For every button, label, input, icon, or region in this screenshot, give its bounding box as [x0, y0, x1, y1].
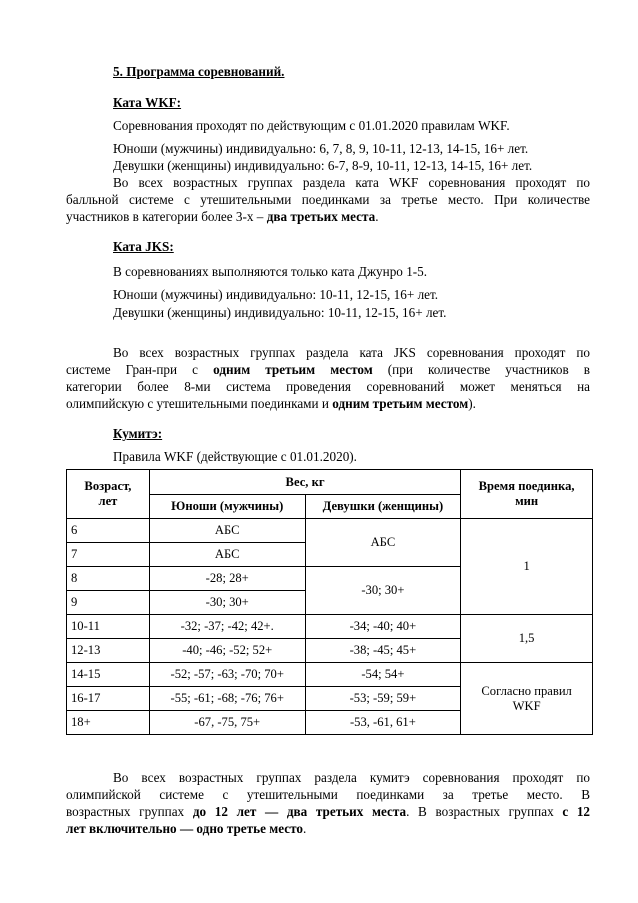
kata-jks-note-line2: системе Гран-при с одним третьим местом (при количестве участников в: [66, 362, 590, 377]
header-boys: Юноши (мужчины): [149, 495, 305, 519]
kata-jks-heading: Ката JKS:: [113, 239, 174, 254]
time-cell-10-13: 1,5: [461, 615, 593, 663]
girls-cell: -54; 54+: [305, 663, 461, 687]
table-row: [67, 663, 593, 687]
age-cell: 18+: [67, 711, 150, 735]
girls-cell-8-9: -30; 30+: [305, 567, 461, 615]
kumite-note-line1: Во всех возрастных группах раздела кумитэ соревнования проходят по: [113, 770, 590, 785]
kumite-note-line4: лет включительно — одно третье место.: [66, 821, 307, 836]
header-weight: Вес, кг: [149, 470, 460, 495]
table-row: [67, 519, 593, 543]
age-cell: 14-15: [67, 663, 150, 687]
boys-cell: -40; -46; -52; 52+: [149, 639, 305, 663]
boys-cell: -52; -57; -63; -70; 70+: [149, 663, 305, 687]
kata-jks-girls: Девушки (женщины) индивидуально: 10-11, 12-15, 16+ лет.: [113, 305, 447, 320]
boys-cell: АБС: [149, 519, 305, 543]
kata-wkf-girls: Девушки (женщины) индивидуально: 6-7, 8-9, 10-11, 12-13, 14-15, 16+ лет.: [113, 158, 533, 173]
section-title: 5. Программа соревнований.: [113, 64, 285, 79]
kata-jks-note-line3: категории более 8-ми система проведения соревнований может меняться на: [66, 379, 590, 394]
age-cell: 7: [67, 543, 150, 567]
boys-cell: -67, -75, 75+: [149, 711, 305, 735]
kumite-note-line2: олимпийской системе с утешительными поединками за третье место. В: [66, 787, 590, 802]
kata-wkf-note-line3: участников в категории более 3-х – два третьих места.: [66, 209, 379, 224]
header-girls: Девушки (женщины): [305, 495, 461, 519]
header-time: Время поединка, мин: [461, 470, 593, 519]
girls-cell: -53, -61, 61+: [305, 711, 461, 735]
girls-cell: -53; -59; 59+: [305, 687, 461, 711]
age-cell: 12-13: [67, 639, 150, 663]
time-cell-14-plus: Согласно правил WKF: [461, 663, 593, 735]
boys-cell: -30; 30+: [149, 591, 305, 615]
kata-jks-note-line4: олимпийскую с утешительными поединками и одним третьим местом).: [66, 396, 476, 411]
kumite-rules: Правила WKF (действующие с 01.01.2020).: [113, 449, 357, 464]
boys-cell: -28; 28+: [149, 567, 305, 591]
kata-wkf-heading: Ката WKF:: [113, 95, 182, 110]
age-cell: 10-11: [67, 615, 150, 639]
kata-jks-note-line1: Во всех возрастных группах раздела ката JKS соревнования проходят по: [113, 345, 590, 360]
table-row: [67, 615, 593, 639]
kumite-heading: Кумитэ:: [113, 426, 163, 441]
girls-cell: -38; -45; 45+: [305, 639, 461, 663]
age-cell: 16-17: [67, 687, 150, 711]
kumite-note-line3: возрастных группах до 12 лет — два третьих места. В возрастных группах с 12: [66, 804, 591, 819]
boys-cell: АБС: [149, 543, 305, 567]
kumite-table: [66, 469, 593, 735]
kata-jks-rules: В соревнованиях выполняются только ката Джунро 1-5.: [113, 264, 428, 279]
age-cell: 8: [67, 567, 150, 591]
boys-cell: -55; -61; -68; -76; 76+: [149, 687, 305, 711]
header-age: Возраст, лет: [67, 470, 150, 519]
boys-cell: -32; -37; -42; 42+.: [149, 615, 305, 639]
kata-wkf-rules: Соревнования проходят по действующим с 01.01.2020 правилам WKF.: [113, 118, 510, 133]
kata-wkf-note-line1: Во всех возрастных группах раздела ката WKF соревнования проходят по: [113, 175, 590, 190]
girls-cell: -34; -40; 40+: [305, 615, 461, 639]
table-header-row: [67, 470, 593, 495]
kata-wkf-boys: Юноши (мужчины) индивидуально: 6, 7, 8, 9, 10-11, 12-13, 14-15, 16+ лет.: [113, 141, 529, 156]
age-cell: 6: [67, 519, 150, 543]
kata-jks-boys: Юноши (мужчины) индивидуально: 10-11, 12-15, 16+ лет.: [113, 287, 439, 302]
girls-cell-6-7: АБС: [305, 519, 461, 567]
age-cell: 9: [67, 591, 150, 615]
kata-wkf-note-line2: балльной системе с утешительными поединками за третье место. При количестве: [66, 192, 590, 207]
time-cell-6-9: 1: [461, 519, 593, 615]
